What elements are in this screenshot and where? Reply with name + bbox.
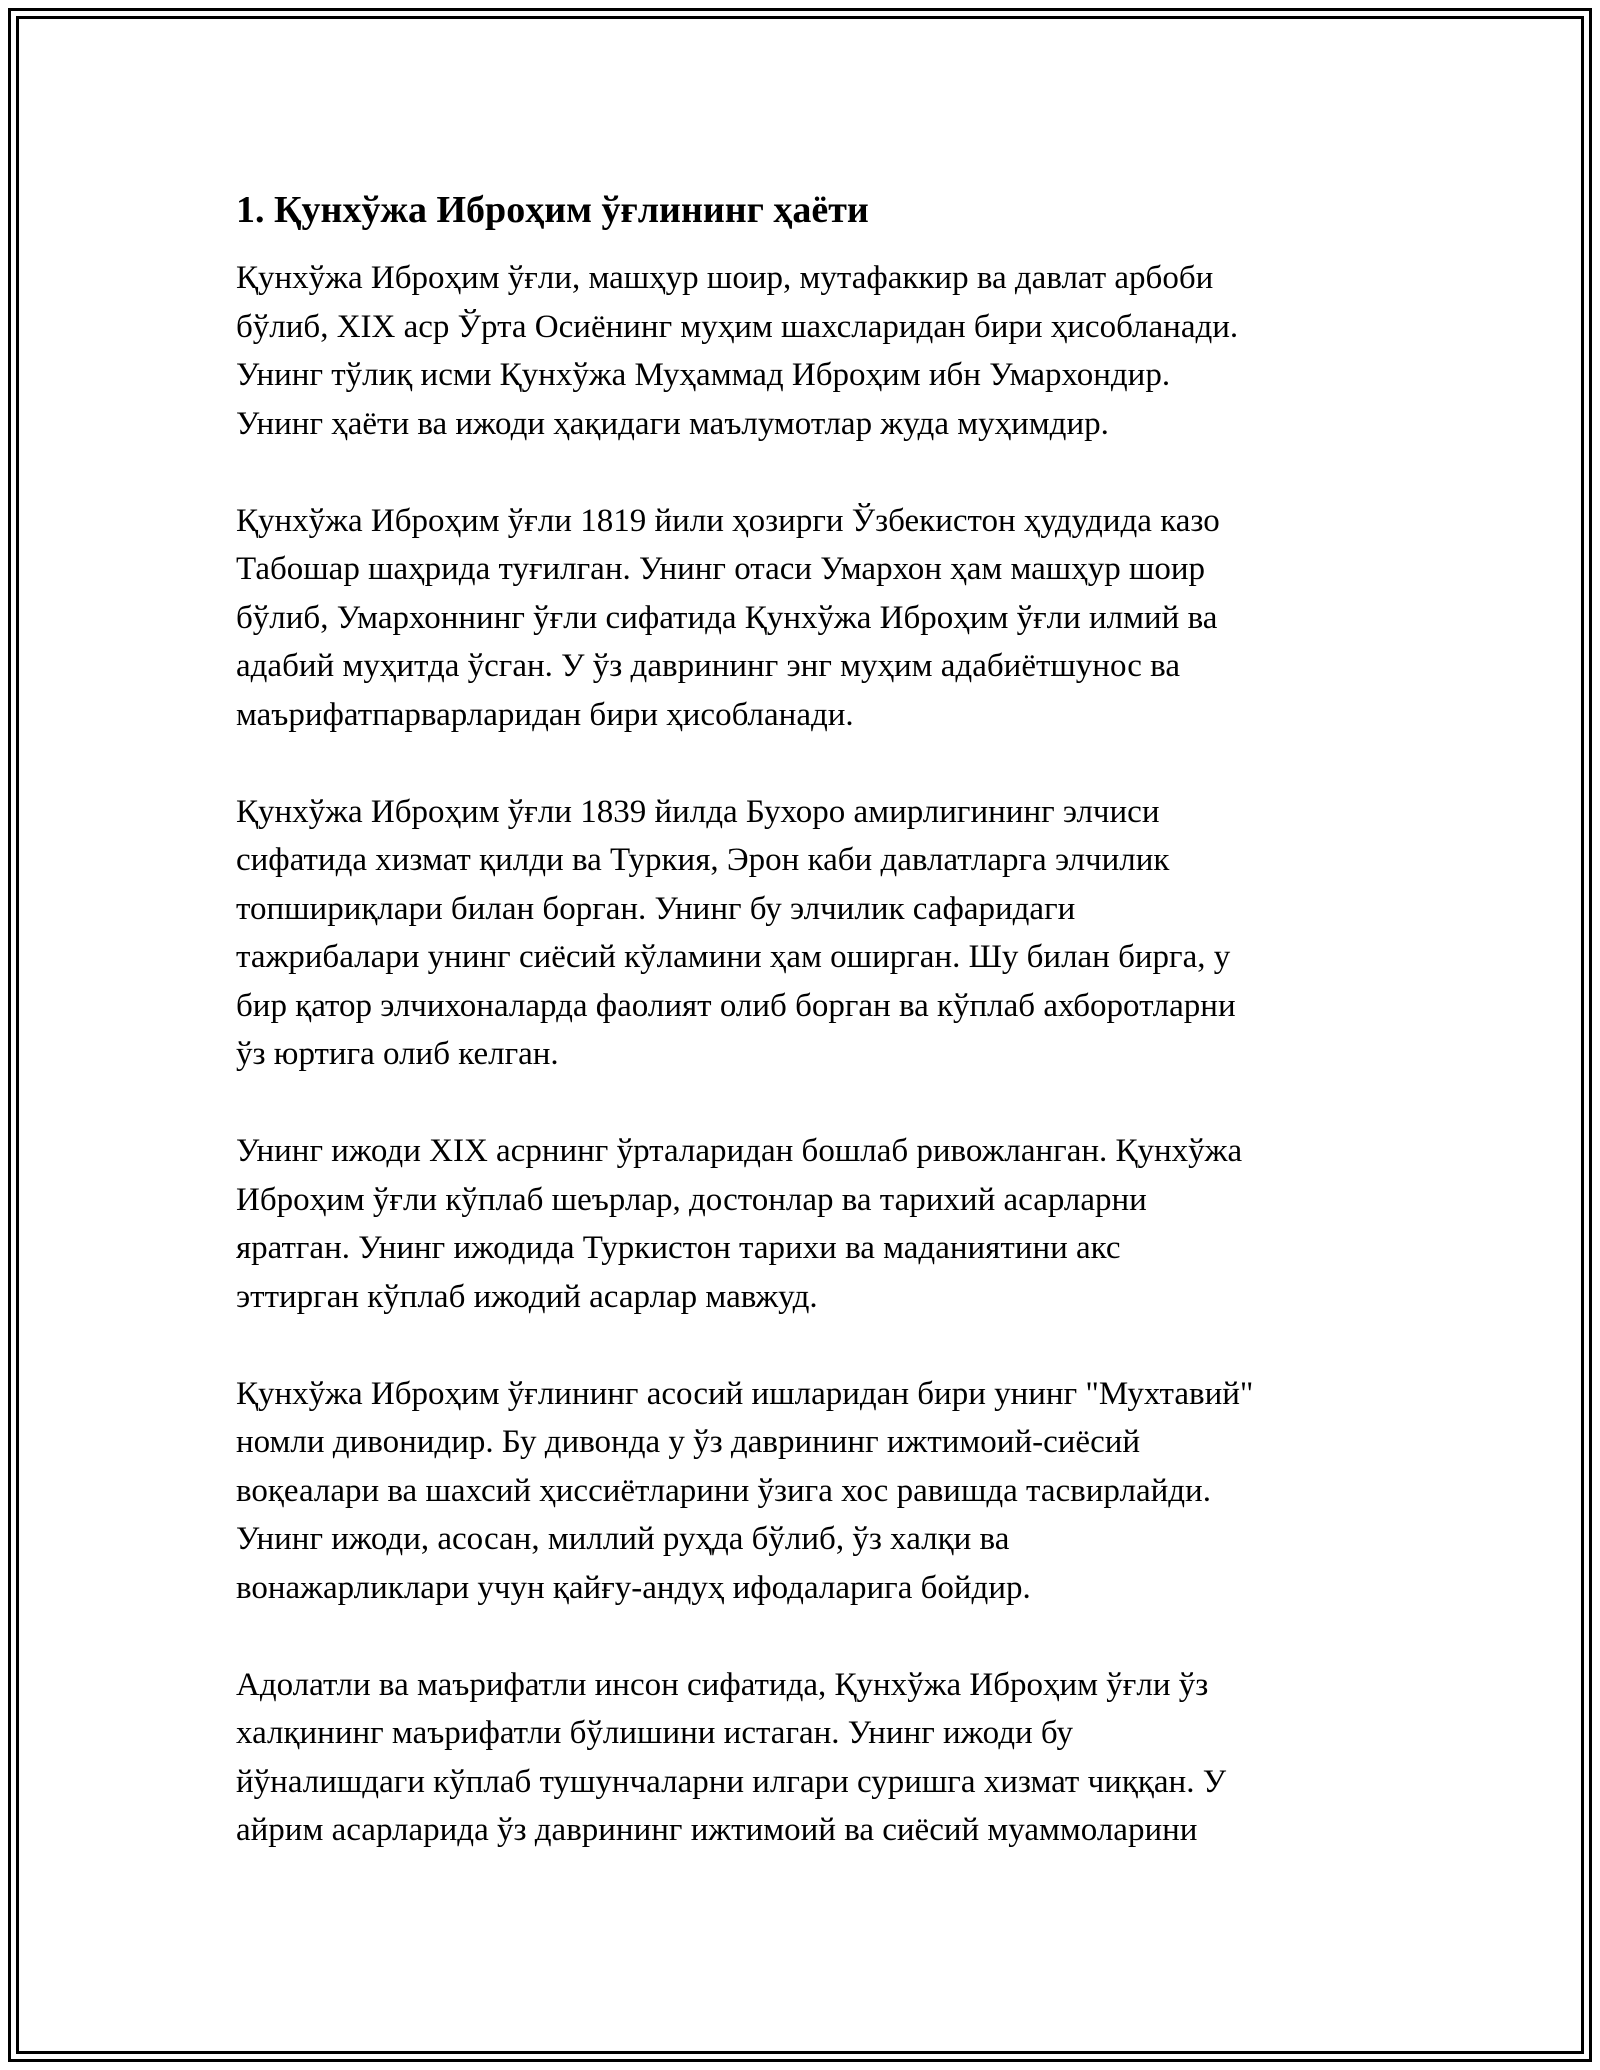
text-line: Қунхўжа Иброҳим ўғли 1839 йилда Бухоро амирлигининг элчиси [236,793,1160,830]
text-line: бўлиб, Умархоннинг ўғли сифатида Қунхўжа Иброҳим ўғли илмий ва [236,599,1218,636]
text-line: Адолатли ва маърифатли инсон сифатида, Қунхўжа Иброҳим ўғли ўз [236,1666,1209,1703]
text-line: яратган. Унинг ижодида Туркистон тарихи ва маданиятини акс [236,1230,1121,1266]
text-line: Табошар шаҳрида туғилган. Унинг отаси Умархон ҳам машҳур шоир [236,551,1206,587]
text-line: эттирган кўплаб ижодий асарлар мавжуд. [236,1278,818,1315]
text-line: адабий муҳитда ўсган. У ўз даврининг энг муҳим адабиётшунос ва [236,648,1180,684]
text-line: сифатида хизмат қилди ва Туркия, Эрон каби давлатларга элчилик [236,842,1170,878]
text-line: Қунхўжа Иброҳим ўғли, машҳур шоир, мутафаккир ва давлат арбоби [236,260,1214,296]
text-line: топшириқлари билан борган. Унинг бу элчилик сафаридаги [236,890,1076,927]
text-line: Қунхўжа Иброҳим ўғлининг асосий ишларидан бири унинг "Мухтавий" [236,1375,1254,1412]
text-line: маърифатпарварларидан бири ҳисобланади. [236,696,854,733]
paragraph-6 [236,1661,1376,1855]
text-line: воқеалари ва шахсий ҳиссиётларини ўзига хос равишда тасвирлайди. [236,1472,1211,1509]
text-line: вонажарликлари учун қайғу-андуҳ ифодаларига бойдир. [236,1569,1031,1606]
text-line: бир қатор элчихоналарда фаолият олиб борган ва кўплаб ахборотларни [236,987,1236,1024]
paragraph-1 [236,254,1376,448]
paragraph-4 [236,1127,1376,1321]
section-heading: 1. Қунхўжа Иброҳим ўғлининг ҳаёти [236,189,869,231]
text-line: Қунхўжа Иброҳим ўғли 1819 йили ҳозирги Ўзбекистон ҳудудида казо [236,502,1220,539]
text-line: айрим асарларида ўз даврининг ижтимоий ва сиёсий муаммоларини [236,1812,1198,1848]
paragraph-3 [236,788,1376,1079]
text-line: Унинг ижоди, асосан, миллий руҳда бўлиб, ўз халқи ва [236,1521,1010,1557]
text-line: ўз юртига олиб келган. [236,1036,559,1072]
paragraph-5 [236,1370,1376,1613]
text-line: Унинг ҳаёти ва ижоди ҳақидаги маълумотлар жуда муҳимдир. [236,405,1109,442]
text-line: номли дивонидир. Бу дивонда у ўз даврининг ижтимоий-сиёсий [236,1424,1141,1460]
paragraph-2 [236,497,1376,740]
text-line: бўлиб, XIX аср Ўрта Осиёнинг муҳим шахсларидан бири ҳисобланади. [236,308,1239,345]
text-line: халқининг маърифатли бўлишини истаган. Унинг ижоди бу [236,1715,1073,1751]
text-line: Унинг ижоди XIX асрнинг ўрталаридан бошлаб ривожланган. Қунхўжа [236,1133,1243,1169]
document-body [236,186,1376,1903]
text-line: йўналишдаги кўплаб тушунчаларни илгари суришга хизмат чиққан. У [236,1763,1227,1800]
text-line: Иброҳим ўғли кўплаб шеърлар, достонлар ва тарихий асарларни [236,1181,1147,1218]
text-line: Унинг тўлиқ исми Қунхўжа Муҳаммад Иброҳим ибн Умархондир. [236,357,1171,393]
text-line: тажрибалари унинг сиёсий кўламини ҳам оширган. Шу билан бирга, у [236,939,1231,975]
